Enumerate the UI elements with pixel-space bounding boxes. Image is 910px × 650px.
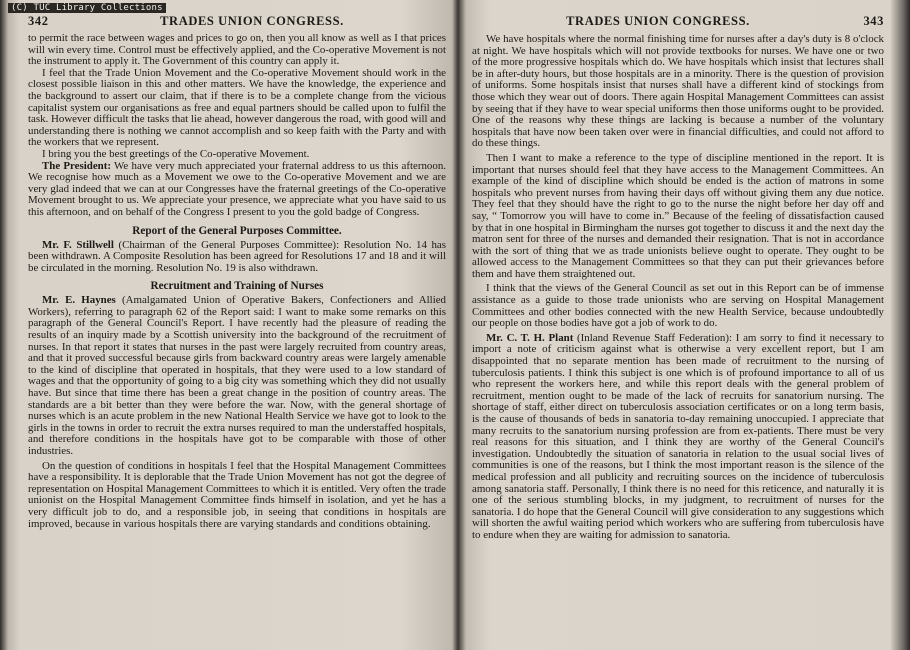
section-heading: Report of the General Purposes Committee. xyxy=(132,224,342,237)
section-heading: Recruitment and Training of Nurses xyxy=(150,280,324,293)
left-page xyxy=(28,0,446,650)
paragraph: I think that the views of the General Council as set out in this Report can be of immense assistance as a guide to those trade unionists who are serving on Hospital Management Committees and other bodies connected with the new Health Service, because undoubtedly our people on those bodies have got a job of work to do. xyxy=(472,282,884,330)
speaker-name: Mr. C. T. H. Plant xyxy=(486,331,574,344)
paragraph-president xyxy=(28,161,446,219)
right-page-body xyxy=(472,34,884,542)
right-page xyxy=(472,0,884,650)
paragraph-stillwell xyxy=(28,240,446,275)
paragraph: On the question of conditions in hospitals I feel that the Hospital Management Committees have a responsibility. It is deplorable that the Trade Union Movement has not got the degree of representation on Hospital Management Committees to which it is entitled. Very often the trade unionist on the Hospital Management Committee finds himself in isolation, and yet he has a very difficult job to do, and a responsible job, in seeing that conditions in hospitals are improved, because in various hospitals there are varying standards and conditions obtaining. xyxy=(28,459,446,530)
copyright-watermark: (C) TUC Library Collections xyxy=(8,3,166,13)
speech-text: (Chairman of the General Purposes Committee): Resolution No. 14 has been withdrawn. A Composite Resolution has been agreed for Resolutions 17 and 18 and it will be circulated in the morning. Resolution No. 19 is also withdrawn. xyxy=(28,238,446,274)
paragraph: to permit the race between wages and prices to go on, then you all know as well as I that prices will win every time. Control must be effectively applied, and the Co-operative Movement is not the instrument to apply it. The Government of this country can apply it. xyxy=(28,32,446,68)
right-running-head xyxy=(472,8,884,30)
page-number-left: 342 xyxy=(28,14,49,28)
paragraph: Then I want to make a reference to the type of discipline mentioned in the report. It is important that nurses should feel that they have access to the Management Committees. An example of the kind of discipline which should be ended is the action of matrons in some hospitals who prevent nurses from having their days off without giving them any due notice. They feel that they should have the right to go to the nurse the night before her day off and say, “ Tomorrow you will have to come in.” Because of the feeling of dissatisfaction caused by that in one hospital in Birmingham the nurses got together to discuss it and the next day the matron sent for three of the nurses and demanded their resignation. That is not in accordance with the sort of thing that we as trade unionists believe ought to operate. They ought to be allowed access to the Management Committees so that they can put their grievances before them and have them straightened out. xyxy=(472,151,884,280)
running-head-title-left: TRADES UNION CONGRESS. xyxy=(160,14,344,28)
paragraph: I feel that the Trade Union Movement and the Co-operative Movement should work in the closest possible liaison in this and other matters. We have the knowledge, the experience and the background to assert our claim, that if there is to be a complete change from the vicious capitalist system our organisations as free and equal partners should be called upon to fulfil the task. However difficult the tasks that lie ahead, however dangerous the road, with good will and understanding there is nothing we cannot accomplish and so keep faith with the Party and with the workers that we represent. xyxy=(28,66,446,149)
left-running-head xyxy=(28,8,446,30)
paragraph-plant xyxy=(472,333,884,542)
speaker-name: Mr. F. Stillwell xyxy=(42,238,114,251)
paragraph: I bring you the best greetings of the Co-operative Movement. xyxy=(42,147,310,160)
paragraph-haynes xyxy=(28,295,446,457)
page-number-right: 343 xyxy=(863,14,884,28)
speaker-name: Mr. E. Haynes xyxy=(42,294,116,307)
speech-text: We have very much appreciated your fraternal address to us this afternoon. We recognise how much as a Movement we owe to the Co-operative Movement and we are very glad indeed that we can at our Congresses have the fraternal greetings of the Co-operative Movement brought to us. We appreciate your presence, we appreciate what you have said to us this afternoon, and on behalf of the Congress I present to you the gold badge of Congress. xyxy=(28,159,446,218)
left-page-body xyxy=(28,33,446,530)
speech-text: (Amalgamated Union of Operative Bakers, Confectioners and Allied Workers), referring to paragraph 62 of the Report said: I want to make some remarks on this paragraph of the General Council's Report. I have recently had the pleasure of reading the results of an inquiry made by a Scottish university into the background of the recruitment of nurses. In that report it states that nurses in the past were largely recruited from country areas, and that it proved successful because girls from backward country areas were largely amenable to the kind of discipline that operated in hospitals, that they were used to a low standard of wages and that the opportunity of going to a big city was something which they did not usually have. But since that time there has been a great change in the position of country areas. The standards are a bit better than they were before the war. Now, with the general shortage of nurses which is an acute problem in the new National Health Service we have got to look to the girls in the towns in order to recruit the extra nurses required to man the understaffed hospitals, and therefore conditions in the hospitals have got to be comparable with those of other industries. xyxy=(28,294,446,457)
speech-text: (Inland Revenue Staff Federation): I am sorry to find it necessary to import a note of criticism against what is otherwise a very excellent report, but I am disappointed that no separate mention has been made of recruitment to the nursing of tuberculosis patients. I think this subject is one which is of profound importance to all of us who represent the workers here, and while this report deals with the general problem of recruitment, mention ought to be made of the lack of recruits for sanatorium nursing. The shortage of staff, either direct on tuberculosis association certificates or on a long term basis, is the cause of thousands of beds in sanatoria to-day remaining unoccupied. I appreciate that many recruits to the sanatorium nursing profession are from ex-patients. There must be very real reasons for this situation, and I think they are worthy of the General Council's investigation. Undoubtedly the situation of sanatoria in relation to the usual social lives of communities is one of the reasons, but I think the most important reason is the silence of the medical profession and all publicity and recruiting sources on the incidence of tuberculosis among sanatoria staff. Personally, I think there is no need for this reticence, and naturally it is one of the serious stumbling blocks, in my judgment, to recruitment of nurses for the sanatoria. I do hope that the General Council will give consideration to any suggestions which will shorten the awful waiting period which workers who are suffering from tuberculosis have to endure when they are waiting for admission to sanatoria. xyxy=(472,331,884,541)
running-head-title-right: TRADES UNION CONGRESS. xyxy=(566,14,750,28)
speaker-name: The President: xyxy=(42,159,111,172)
paragraph: We have hospitals where the normal finishing time for nurses after a day's duty is 8 o'clock at night. We have hospitals which will not provide textbooks for nurses. We have one or two of the more progressive hospitals which do. We have hospitals which insist that lectures shall be in after-duty hours, but those hospitals are in a minority. There is the question of provision of uniforms. Some hospitals insist that nurses shall have a different kind of stockings from those which they wear out of doors. There again Hospital Management Committees can assist by seeing that if they have to wear special uniforms then those uniforms ought to be provided. One of the reasons why these things are lacking is because a number of the voluntary hospitals that have now been taken over were in financial difficulties, and could not afford to do these things. xyxy=(472,33,884,150)
